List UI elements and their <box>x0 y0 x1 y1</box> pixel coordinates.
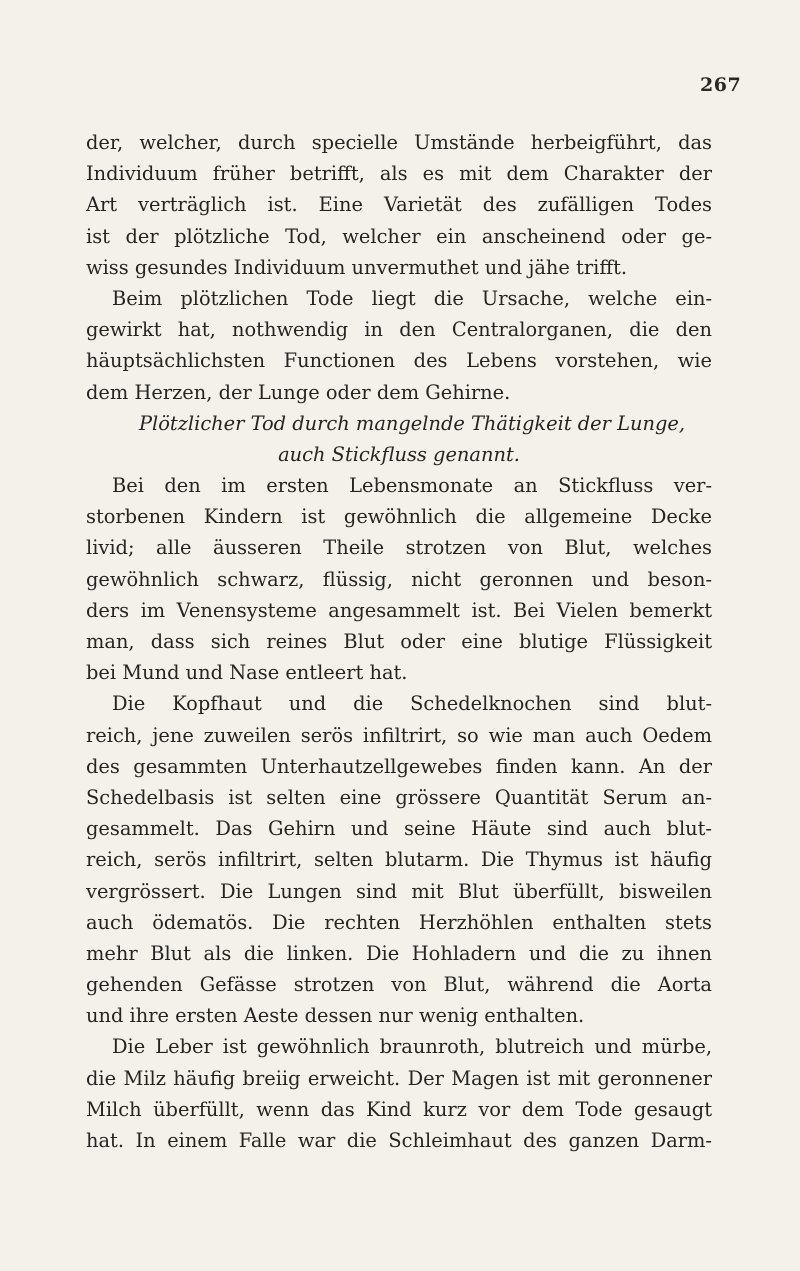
section-heading-line: auch Stickfluss genannt. <box>278 442 520 466</box>
text-line: wiss gesundes Individuum unvermuthet und jähe trifft. <box>86 255 628 279</box>
text-line: Milch überfüllt, wenn das Kind kurz vor dem Tode gesaugt <box>86 1097 712 1121</box>
text-line: des gesammten Unterhautzellgewebes finden kann. An der <box>86 754 712 778</box>
text-line: hat. In einem Falle war die Schleimhaut des ganzen Darm- <box>86 1129 712 1152</box>
page-number: 267 <box>700 74 742 96</box>
text-line: Die Leber ist gewöhnlich braunroth, blutreich und mürbe, <box>112 1035 712 1059</box>
text-line: gewöhnlich schwarz, flüssig, nicht geronnen und beson- <box>86 567 712 591</box>
body-text <box>86 127 712 1156</box>
text-line: auch ödematös. Die rechten Herzhöhlen enthalten stets <box>86 910 712 934</box>
text-line: livid; alle äusseren Theile strotzen von Blut, welches <box>86 536 712 560</box>
text-line: häuptsächlichsten Functionen des Lebens vorstehen, wie <box>86 349 712 373</box>
text-line: ders im Venensysteme angesammelt ist. Bei Vielen bemerkt <box>86 598 712 622</box>
text-line: die Milz häufig breiig erweicht. Der Magen ist mit geronnener <box>86 1066 712 1090</box>
text-line: Bei den im ersten Lebensmonate an Stickfluss ver- <box>112 474 712 498</box>
text-line: Art verträglich ist. Eine Varietät des zufälligen Todes <box>86 193 712 217</box>
text-line: bei Mund und Nase entleert hat. <box>86 661 408 685</box>
text-line: dem Herzen, der Lunge oder dem Gehirne. <box>86 380 511 404</box>
text-line: reich, serös infiltrirt, selten blutarm. Die Thymus ist häufig <box>86 848 712 872</box>
text-line: gehenden Gefässe strotzen von Blut, während die Aorta <box>86 973 712 997</box>
text-line: Individuum früher betrifft, als es mit dem Charakter der <box>86 162 712 186</box>
text-line: Schedelbasis ist selten eine grössere Quantität Serum an- <box>86 785 712 809</box>
text-line: man, dass sich reines Blut oder eine blutige Flüssigkeit <box>86 630 712 653</box>
text-line: mehr Blut als die linken. Die Hohladern und die zu ihnen <box>86 941 712 965</box>
text-line: und ihre ersten Aeste dessen nur wenig enthalten. <box>86 1004 585 1028</box>
text-line: gesammelt. Das Gehirn und seine Häute sind auch blut- <box>86 817 712 841</box>
section-heading-line: Plötzlicher Tod durch mangelnde Thätigkeit der Lunge, <box>138 411 685 435</box>
text-line: storbenen Kindern ist gewöhnlich die allgemeine Decke <box>86 505 712 529</box>
text-line: gewirkt hat, nothwendig in den Centralorganen, die den <box>86 318 712 342</box>
text-line: reich, jene zuweilen serös infiltrirt, so wie man auch Oedem <box>86 723 712 747</box>
text-line: ist der plötzliche Tod, welcher ein anscheinend oder ge- <box>86 224 712 248</box>
text-line: der, welcher, durch specielle Umstände herbeigführt, das <box>86 131 712 154</box>
text-line: Beim plötzlichen Tode liegt die Ursache, welche ein- <box>112 286 712 310</box>
text-line: vergrössert. Die Lungen sind mit Blut überfüllt, bisweilen <box>86 879 712 903</box>
text-line: Die Kopfhaut und die Schedelknochen sind blut- <box>112 692 712 716</box>
